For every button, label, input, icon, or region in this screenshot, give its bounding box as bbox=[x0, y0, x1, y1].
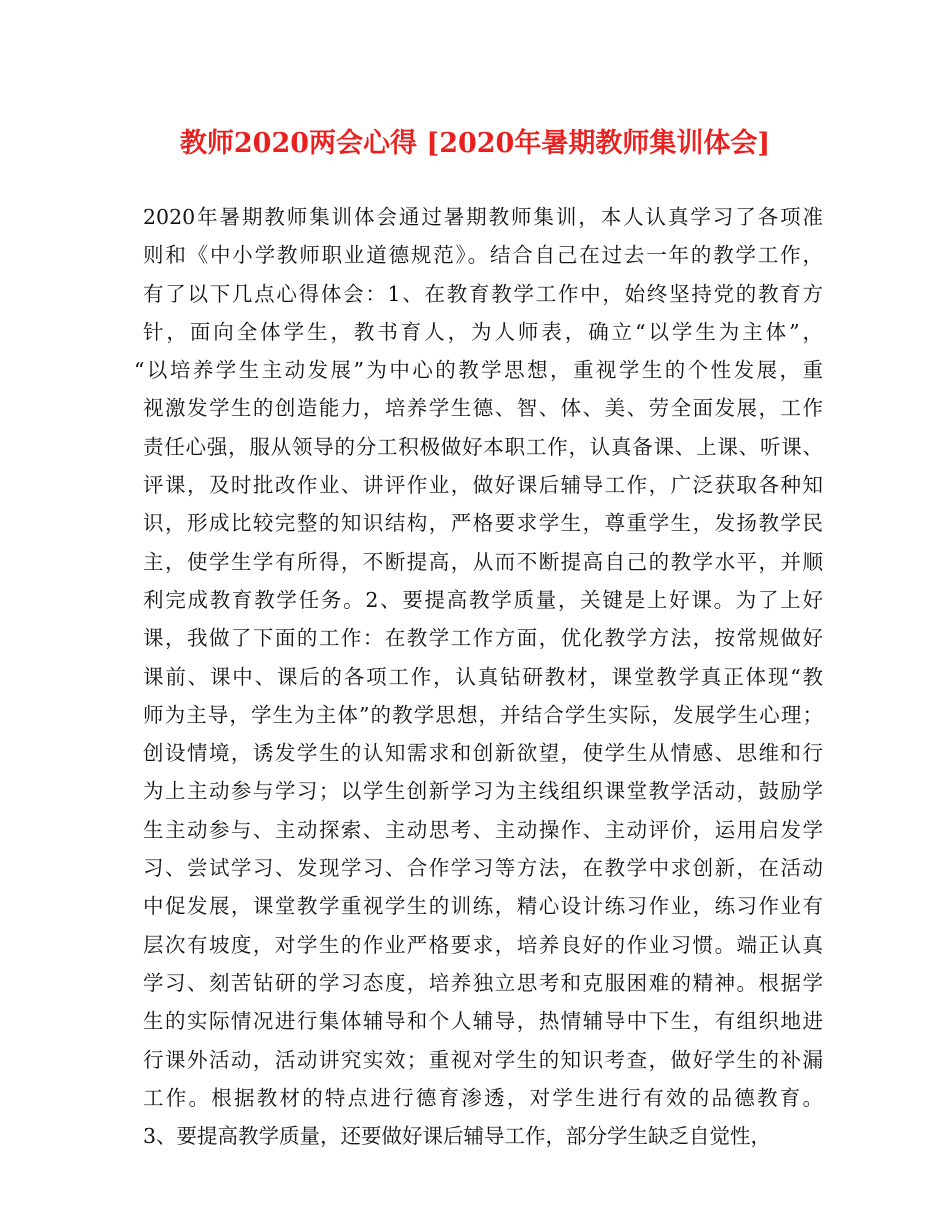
body-line: 视激发学生的创造能力，培养学生德、智、体、美、劳全面发展，工作 bbox=[143, 396, 823, 421]
document-title: 教师2020两会心得 [2020年暑期教师集训体会] bbox=[179, 128, 771, 159]
body-line: 评课，及时批改作业、讲评作业，做好课后辅导工作，广泛获取各种知 bbox=[143, 473, 823, 498]
body-line: 层次有坡度，对学生的作业严格要求，培养良好的作业习惯。端正认真 bbox=[143, 932, 823, 957]
body-line: 责任心强，服从领导的分工积极做好本职工作，认真备课、上课、听课、 bbox=[143, 434, 823, 459]
body-line: 课，我做了下面的工作：在教学工作方面，优化教学方法，按常规做好 bbox=[143, 626, 823, 651]
body-line: 主，使学生学有所得，不断提高，从而不断提高自己的教学水平，并顺 bbox=[143, 549, 823, 574]
body-line: 中促发展，课堂教学重视学生的训练，精心设计练习作业，练习作业有 bbox=[143, 894, 823, 919]
body-line: 有了以下几点心得体会：1、在教育教学工作中，始终坚持党的教育方 bbox=[143, 281, 823, 306]
body-line: 为上主动参与学习；以学生创新学习为主线组织课堂教学活动，鼓励学 bbox=[143, 779, 823, 804]
body-line: 识，形成比较完整的知识结构，严格要求学生，尊重学生，发扬教学民 bbox=[143, 511, 823, 536]
body-line: “以培养学生主动发展”为中心的教学思想，重视学生的个性发展，重 bbox=[134, 358, 823, 383]
body-line: 工作。根据教材的特点进行德育渗透，对学生进行有效的品德教育。 bbox=[143, 1085, 823, 1110]
body-line: 则和《中小学教师职业道德规范》。结合自己在过去一年的教学工作， bbox=[143, 243, 823, 268]
body-line: 2020年暑期教师集训体会通过暑期教师集训，本人认真学习了各项准 bbox=[143, 205, 823, 229]
document-body bbox=[134, 198, 823, 1155]
body-line: 学习、刻苦钻研的学习态度，培养独立思考和克服困难的精神。根据学 bbox=[143, 970, 823, 995]
body-line: 行课外活动，活动讲究实效；重视对学生的知识考查，做好学生的补漏 bbox=[143, 1047, 823, 1072]
body-line: 习、尝试学习、发现学习、合作学习等方法，在教学中求创新，在活动 bbox=[143, 856, 823, 881]
body-line: 创设情境，诱发学生的认知需求和创新欲望，使学生从情感、思维和行 bbox=[143, 741, 823, 766]
body-line: 针，面向全体学生，教书育人，为人师表，确立“以学生为主体”， bbox=[143, 319, 823, 344]
body-line: 课前、课中、课后的各项工作，认真钻研教材，课堂教学真正体现“教 bbox=[143, 664, 823, 689]
body-line: 师为主导，学生为主体”的教学思想，并结合学生实际，发展学生心理； bbox=[143, 702, 823, 727]
body-line: 3、要提高教学质量，还要做好课后辅导工作，部分学生缺乏自觉性， bbox=[143, 1124, 772, 1149]
body-line: 生的实际情况进行集体辅导和个人辅导，热情辅导中下生，有组织地进 bbox=[143, 1009, 823, 1034]
body-line: 生主动参与、主动探索、主动思考、主动操作、主动评价，运用启发学 bbox=[143, 817, 823, 842]
body-line: 利完成教育教学任务。2、要提高教学质量，关键是上好课。为了上好 bbox=[143, 587, 823, 612]
